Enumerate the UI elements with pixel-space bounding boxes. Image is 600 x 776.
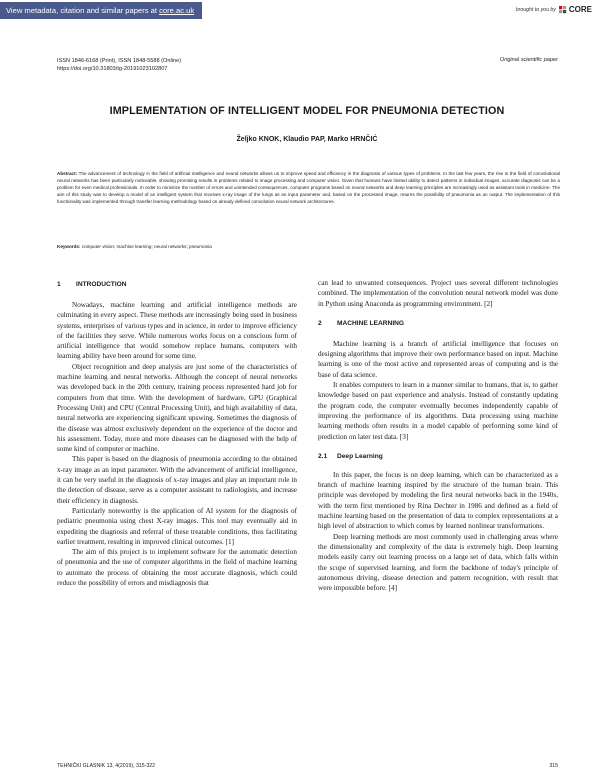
paragraph: can lead to unwanted consequences. Project uses several different technologies combined. The implementation of the convolution neural network model was done in Python using Anaconda as programming environment. [2] [318, 279, 558, 308]
section-title: Deep Learning [337, 452, 383, 460]
paragraph: It enables computers to learn in a manner similar to humans, that is, to gather knowledge based on past experience and analysis. Instead of constantly updating the program code, the computer eventually becomes independently capable of improving the performance of its algorithms. Data processing using machine learning methods often results in a model capable of performing some kind of prediction on later test data. [3] [318, 381, 558, 441]
paragraph: In this paper, the focus is on deep learning, which can be characterized as a branch of machine learning inspired by the structure of the human brain. This principle was developed by modeling the first neural networks back in the 1940s, with the term first mentioned by Rina Dechter in 1986 and defined as a field of machine learning based on the presentation of data to complex representations at a high level of abstraction to which comes by learned nonlinear transformations. [318, 470, 558, 531]
keywords-label: Keywords: [57, 244, 81, 249]
issn-block [57, 57, 181, 73]
paragraph: This paper is based on the diagnosis of pneumonia according to the obtained x-ray image as an input parameter. With the advancement of artificial intelligence, it can be very useful in the diagnosis of x-ray images and play an important role in the detection of disease, serve as a computer assistant to radiologists, and increase their efficiency in diagnosis. [57, 455, 297, 505]
core-link-domain: core.ac.uk [159, 6, 195, 15]
paragraph: Object recognition and deep analysis are just some of the characteristics of machine learning and neural networks. Although the concept of neural networks was developed back in the 20th century, training process represented hard job for computers from that time. With the development of hardware, GPU (Graphical Processing Unit) and CPU (Central Processing Unit), and high availability of data, neural networks are experiencing significant upswing. Sometimes the diagnosis of the disease was almost exclusively dependent on the experience of the doctor and his assessment. Today, more and more diseases can be diagnosed with the help of some kind of computer or machine. [57, 362, 297, 454]
footer-journal: TEHNIČKI GLASNIK 13, 4(2019), 315-322 [57, 763, 156, 769]
paragraph: Particularly noteworthy is the application of AI system for the diagnosis of pediatric pneumonia using chest X-ray images. This tool may eventually aid in expediting the diagnosis and referral of these treatable conditions, thus facilitating earlier treatment, resulting in improved clinical outcomes. [1] [57, 506, 297, 546]
section-number: 1 [57, 281, 61, 288]
section-heading-deep-learning [318, 452, 558, 462]
keywords-text: computer vision; machine learning; neural networks; pneumonia [81, 244, 212, 249]
paragraph: Nowadays, machine learning and artificial intelligence methods are culminating in every aspect. These methods are increasingly being used in business systems, enterprises of various types and in science, in order to improve efficiency of the facilities they serve. While numerous works focus on a conscious form of artificial intelligence that would somehow replace humans, computers with learning ability have been around for some time. [57, 301, 297, 361]
left-column [57, 280, 297, 588]
brought-by [516, 5, 592, 14]
brought-by-text: brought to you by [515, 6, 556, 13]
abstract-label: Abstract: [57, 171, 78, 176]
core-link-prefix: View metadata, citation and similar papers at [6, 6, 160, 15]
abstract [57, 171, 560, 206]
paper-title: IMPLEMENTATION OF INTELLIGENT MODEL FOR PNEUMONIA DETECTION [109, 105, 505, 117]
section-number: 2 [318, 319, 322, 327]
core-logo-icon [559, 6, 567, 14]
core-topbar [0, 0, 600, 22]
paragraph: The aim of this project is to implement software for the automatic detection of pneumonia and the use of computer algorithms in the field of machine learning to automate the process of obtaining the most accurate diagnosis, which could reduce the possibility of errors and misdiagnosis that [57, 548, 297, 588]
paper-authors: Željko KNOK, Klaudio PAP, Marko HRNČIĆ [236, 136, 378, 143]
section-heading-machine-learning [318, 319, 558, 329]
keywords [57, 243, 560, 250]
section-heading-introduction [57, 280, 297, 290]
section-number: 2.1 [318, 452, 328, 460]
core-metadata-link[interactable] [0, 2, 202, 19]
paragraph: Deep learning methods are most commonly used in challenging areas where the dimensionality and complexity of the data is extremely high. Deep learning models easily carry out learning process on a large set of data, which falls within the scope of supervised learning, and form the backbone of today's principle of autonomous driving, disease detection and pattern recognition, with result that were impossible before. [4] [318, 532, 558, 593]
footer-page-number: 315 [549, 763, 558, 769]
paragraph: Machine learning is a branch of artificial intelligence that focuses on designing algorithms that improve their own performance based on input. Machine learning is one of the most active and represented areas of computing and is the base of data science. [318, 339, 558, 379]
article-type: Original scientific paper [499, 57, 558, 63]
issn-line: ISSN 1846-6168 (Print), ISSN 1848-5588 (Online) [57, 58, 182, 64]
right-column [318, 278, 558, 593]
core-logo-text: CORE [568, 5, 592, 14]
section-title: INTRODUCTION [76, 281, 127, 288]
core-logo[interactable] [559, 5, 592, 14]
abstract-text: The advancement of technology in the field of artificial intelligence and neural networks allows us to improve speed and efficiency in the diagnosis of various types of problems. In the last few years, the rise in the field of convolutional neural networks has been particularly noticeable, showing promising results in problems related to image processing and computer vision. Given that humans have limited ability to detect patterns in individual images, accurate diagnosis can be a problem for even medical professionals. In order to minimize the number of errors and unintended consequences, computer programs based on neural networks and deep learning principles are increasingly used as assistant tools in medicine. The aim of this study was to develop a model of an intelligent system that receives x-ray image of the lungs as an input parameter and, based on the processed image, returns the possibility of pneumonia as an output. The implementation of this functionality was implemented through transfer learning methodology based on already defined convolution neural network architectures. [57, 171, 560, 204]
doi-line[interactable]: https://doi.org/10.31803/tg-20191023102807 [57, 66, 168, 72]
section-title: MACHINE LEARNING [337, 319, 405, 327]
